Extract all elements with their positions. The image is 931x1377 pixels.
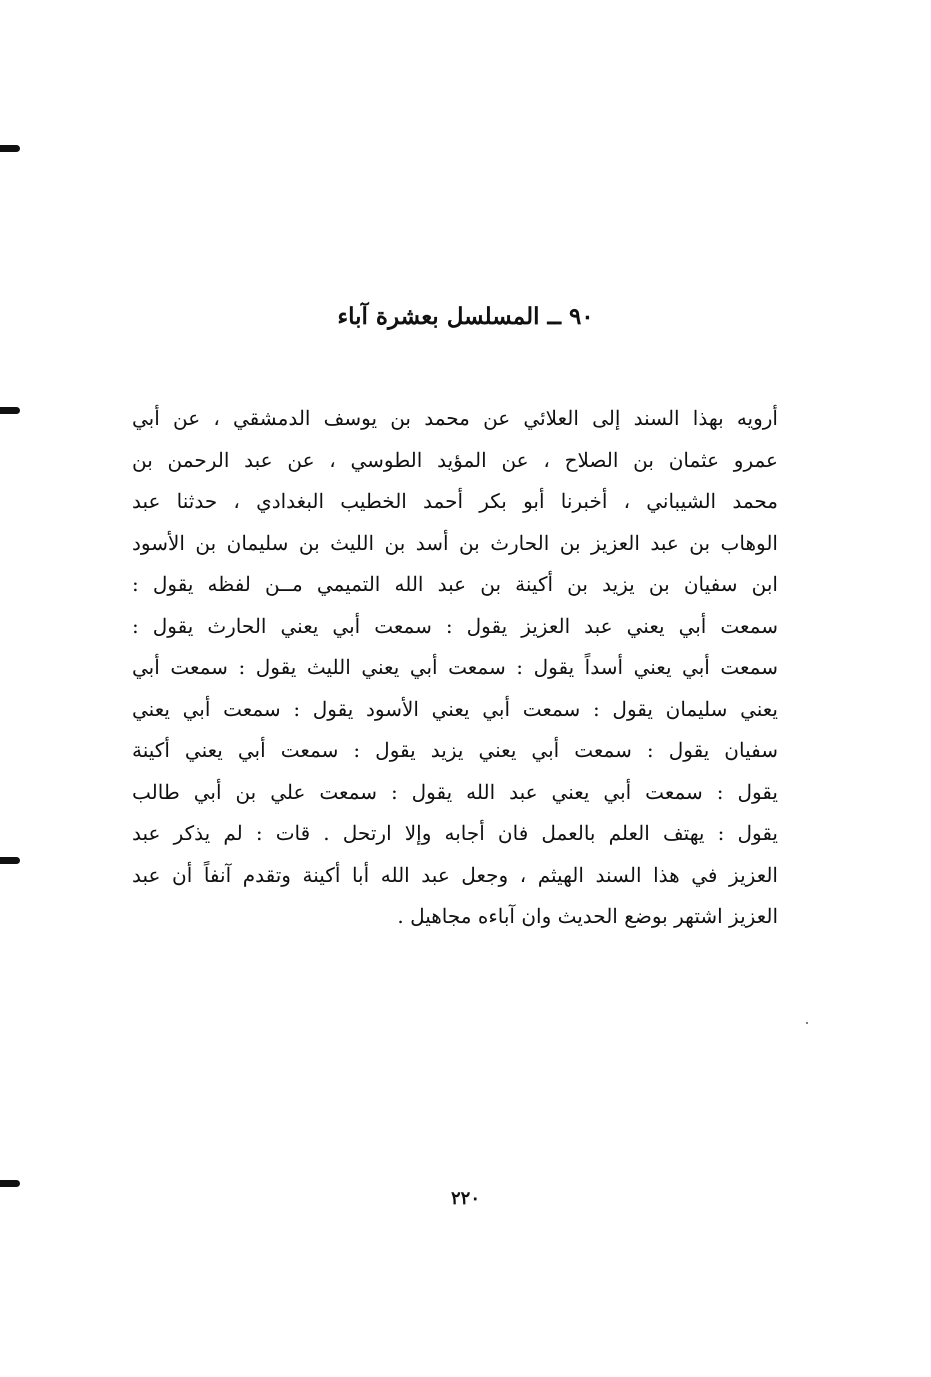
scan-edge-mark [0,407,20,414]
paragraph-line: العزيز اشتهر بوضع الحديث وان آباءه مجاهيل . [397,904,778,928]
scan-edge-mark [0,857,20,864]
paragraph-line: أرويه بهذا السند إلى العلائي عن محمد بن يوسف الدمشقي ، عن أبي [132,406,778,430]
paragraph-line: يقول : سمعت أبي يعني عبد الله يقول : سمعت علي بن أبي طالب [132,779,778,804]
page-number: ٢٢٠ [450,1188,480,1209]
section-heading: ٩٠ ــ المسلسل بعشرة آباء [337,303,594,330]
paragraph-line: سمعت أبي يعني عبد العزيز يقول : سمعت أبي يعني الحارث يقول : [132,613,778,638]
scan-edge-mark [0,145,20,152]
scan-edge-mark [0,1180,20,1187]
paragraph-line: العزيز في هذا السند الهيثم ، وجعل عبد الله أبا أكينة وتقدم آنفاً أن عبد [132,862,778,887]
paragraph-line: الوهاب بن عبد العزيز بن الحارث بن أسد بن الليث بن سليمان بن الأسود [132,530,778,555]
paragraph-line: يعني سليمان يقول : سمعت أبي يعني الأسود يقول : سمعت أبي يعني [132,696,778,721]
paragraph-line: ابن سفيان بن يزيد بن أكينة بن عبد الله التميمي مــن لفظه يقول : [132,572,778,596]
paragraph-line: محمد الشيباني ، أخبرنا أبو بكر أحمد الخطيب البغدادي ، حدثنا عبد [132,489,778,513]
scan-speck [806,1022,808,1024]
body-paragraph [132,398,778,938]
paragraph-line: يقول : يهتف العلم بالعمل فان أجابه وإلا ارتحل . قات : لم يذكر عبد [132,821,778,845]
paragraph-line: سمعت أبي يعني أسداً يقول : سمعت أبي يعني الليث يقول : سمعت أبي [132,655,778,679]
paragraph-line: سفيان يقول : سمعت أبي يعني يزيد يقول : سمعت أبي يعني أكينة [132,738,778,762]
paragraph-line: عمرو عثمان بن الصلاح ، عن المؤيد الطوسي ، عن عبد الرحمن بن [132,447,778,472]
